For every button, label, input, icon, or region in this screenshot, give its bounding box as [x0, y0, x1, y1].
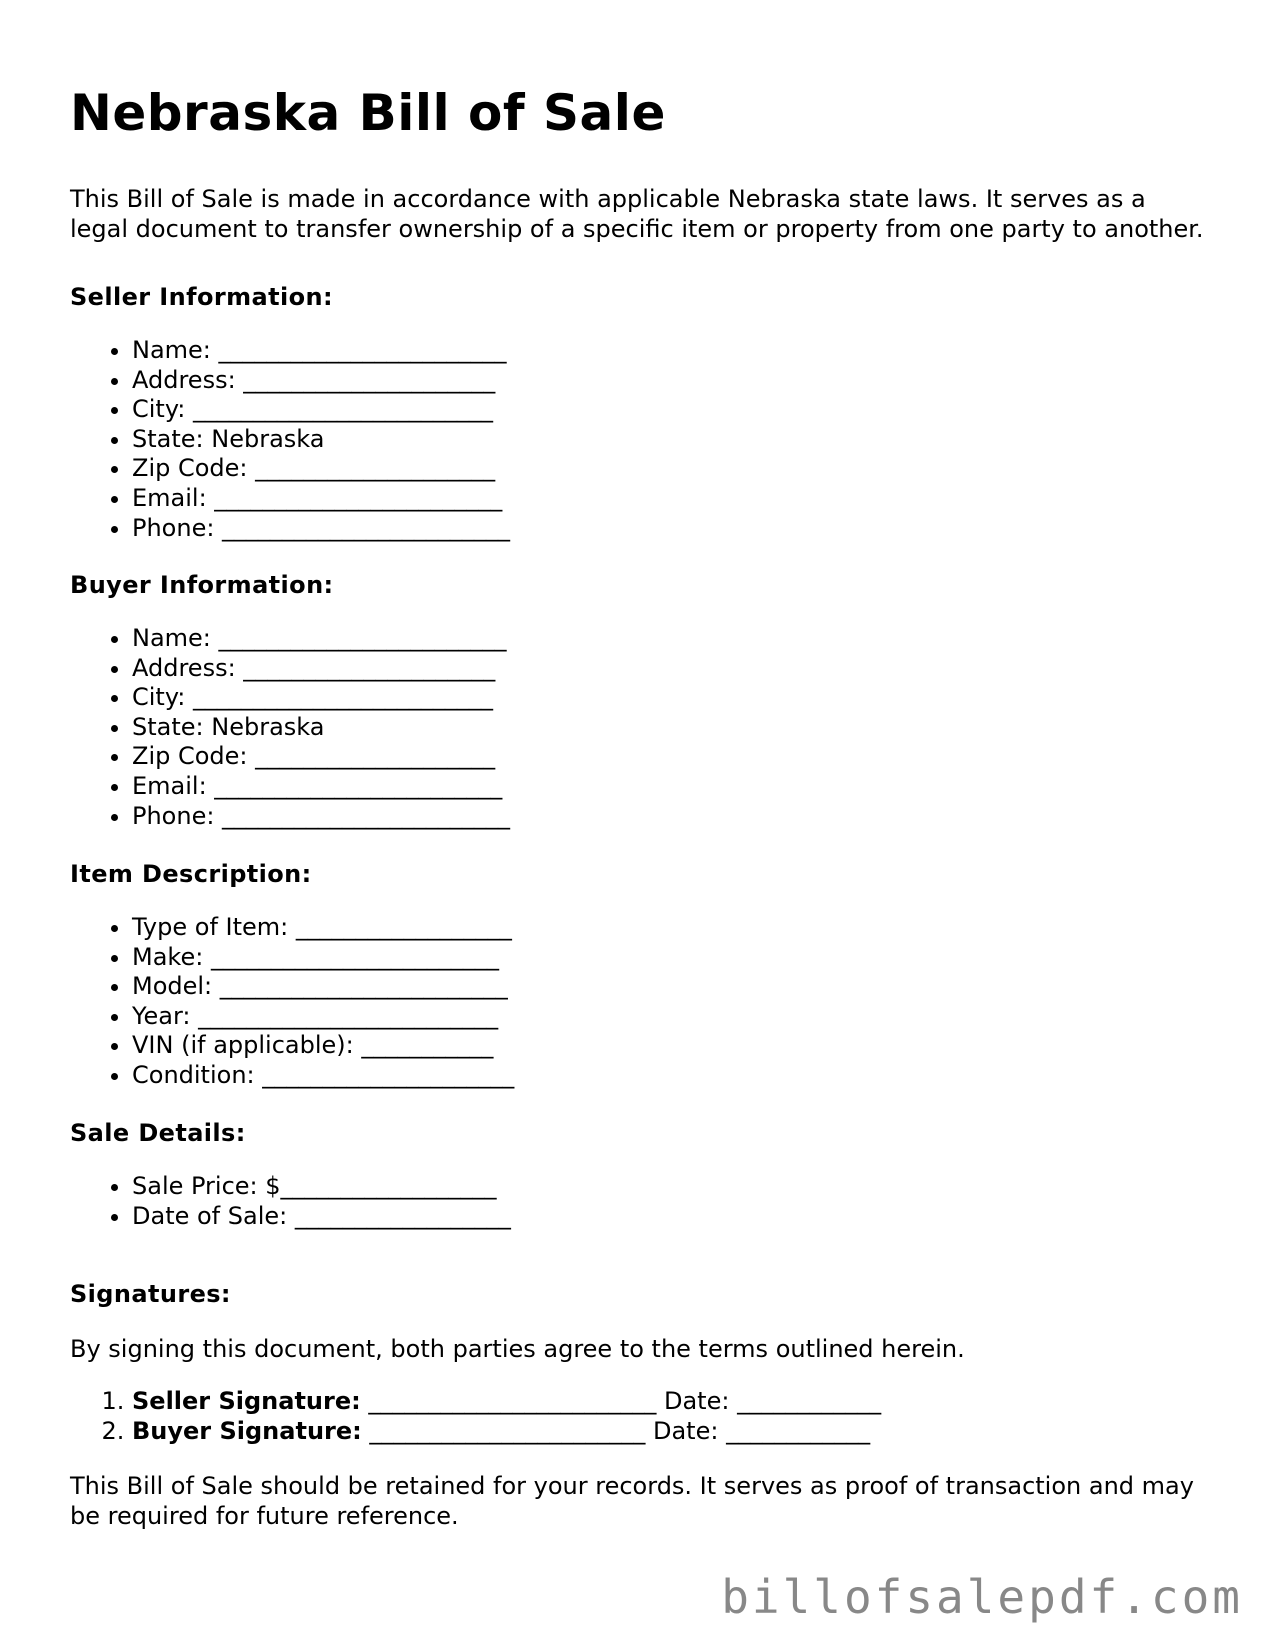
item-heading: Item Description: — [70, 860, 312, 888]
seller-signature-line — [132, 1387, 881, 1417]
item-year-field: • Year: _________________________ — [132, 1002, 514, 1032]
buyer-list — [70, 624, 510, 831]
intro-paragraph: This Bill of Sale is made in accordance with applicable Nebraska state laws. It serves as a legal document to transfer ownership of a specific item or property from one party to another. — [70, 185, 1204, 243]
signatures-intro: By signing this document, both parties agree to the terms outlined herein. — [70, 1335, 965, 1363]
buyer-address-field: • Address: _____________________ — [132, 654, 510, 684]
buyer-heading: Buyer Information: — [70, 571, 334, 599]
sale-price-field: • Sale Price: $__________________ — [132, 1172, 511, 1202]
item-make-field: • Make: ________________________ — [132, 943, 514, 973]
seller-zip-field: • Zip Code: ____________________ — [132, 454, 510, 484]
buyer-signature-label: Buyer Signature: — [132, 1416, 362, 1445]
item-list — [70, 913, 514, 1091]
seller-address-field: • Address: _____________________ — [132, 366, 510, 396]
item-condition-field: • Condition: _____________________ — [132, 1061, 514, 1091]
seller-heading: Seller Information: — [70, 283, 333, 311]
seller-signature-label: Seller Signature: — [132, 1387, 361, 1415]
seller-email-field: • Email: ________________________ — [132, 484, 510, 514]
buyer-signature-line — [132, 1417, 881, 1447]
seller-list — [70, 336, 510, 543]
seller-city-field: • City: _________________________ — [132, 395, 510, 425]
seller-state-field: • State: Nebraska — [132, 425, 510, 455]
signatures-heading: Signatures: — [70, 1280, 231, 1308]
buyer-signature-blank: _______________________ Date: ____________ — [361, 1416, 871, 1445]
sale-date-field: • Date of Sale: __________________ — [132, 1202, 511, 1232]
buyer-name-field: • Name: ________________________ — [132, 624, 510, 654]
item-model-field: • Model: ________________________ — [132, 972, 514, 1002]
buyer-zip-field: • Zip Code: ____________________ — [132, 742, 510, 772]
item-vin-field: • VIN (if applicable): ___________ — [132, 1031, 514, 1061]
sale-heading: Sale Details: — [70, 1119, 246, 1147]
buyer-city-field: • City: _________________________ — [132, 683, 510, 713]
buyer-phone-field: • Phone: ________________________ — [132, 802, 510, 832]
document-title: Nebraska Bill of Sale — [70, 84, 666, 142]
seller-phone-field: • Phone: ________________________ — [132, 514, 510, 544]
closing-paragraph: This Bill of Sale should be retained for your records. It serves as proof of transaction and may be required for future reference. — [70, 1472, 1194, 1530]
item-type-field: • Type of Item: __________________ — [132, 913, 514, 943]
sale-list — [70, 1172, 511, 1231]
buyer-state-field: • State: Nebraska — [132, 713, 510, 743]
buyer-email-field: • Email: ________________________ — [132, 772, 510, 802]
seller-signature-blank: ________________________ Date: ____________ — [360, 1387, 882, 1415]
seller-name-field: • Name: ________________________ — [132, 336, 510, 366]
signature-list — [70, 1387, 881, 1446]
watermark: billofsalepdf.com — [721, 1570, 1243, 1624]
